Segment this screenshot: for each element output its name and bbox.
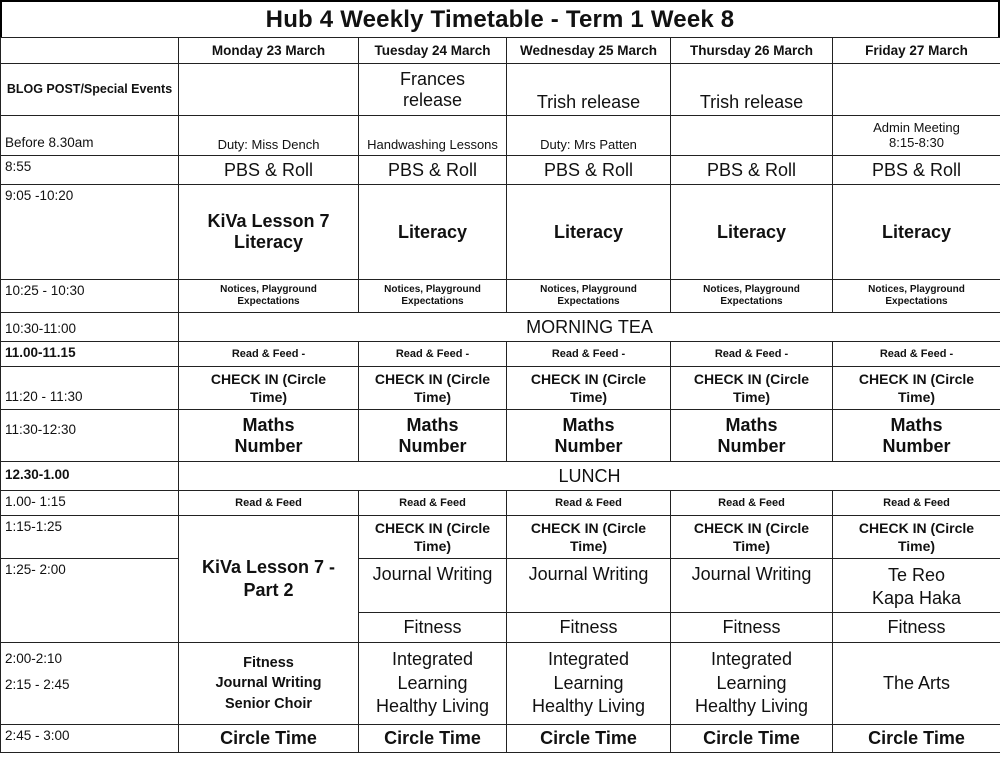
checkin-pm-tuesday-line1: CHECK IN (Circle [374,519,491,536]
maths-wednesday [507,410,671,462]
row-label-905: 9:05 -10:20 [1,185,179,280]
maths-friday [833,410,1000,462]
monday-pm-line3: Senior Choir [224,695,312,712]
integrated-wednesday-line1: Integrated [547,649,630,670]
notices-friday [833,280,1000,313]
tereo-friday [833,559,1000,613]
checkin-pm-friday-line1: CHECK IN (Circle [858,519,975,536]
before-tuesday: Handwashing Lessons [359,116,507,156]
before-wednesday: Duty: Mrs Patten [507,116,671,156]
maths-monday-line1: Maths [242,414,295,435]
checkin-pm-tuesday [359,516,507,559]
checkin-am-wednesday-line2: Time) [569,389,608,405]
integrated-wednesday-line2: Learning [553,672,624,693]
day-header-tuesday: Tuesday 24 March [359,38,507,64]
checkin-am-thursday [671,367,833,410]
checkin-pm-thursday [671,516,833,559]
readfeed-pm-tuesday: Read & Feed [359,491,507,516]
row-blog [1,64,1000,116]
literacy-monday-line2: Literacy [233,232,304,252]
checkin-am-thursday-line2: Time) [732,389,771,405]
pbs-monday: PBS & Roll [179,156,359,185]
day-header-thursday: Thursday 26 March [671,38,833,64]
checkin-pm-tuesday-line2: Time) [413,538,452,554]
day-header-monday: Monday 23 March [179,38,359,64]
row-label-1100: 11.00-11.15 [1,342,179,367]
row-label-1230: 12.30-1.00 [1,462,179,491]
checkin-am-monday-line2: Time) [249,389,288,405]
notices-monday-line1: Notices, Playground [220,284,317,295]
row-label-215: 2:15 - 2:45 [5,676,70,692]
kiva-part2-monday [179,516,359,643]
row-label-1120: 11:20 - 11:30 [1,367,179,410]
row-855 [1,156,1000,185]
notices-friday-line1: Notices, Playground [868,284,965,295]
blog-thursday: Trish release [671,64,833,116]
checkin-am-friday [833,367,1000,410]
checkin-am-tuesday-line2: Time) [413,389,452,405]
blog-monday [179,64,359,116]
row-label-100: 1.00- 1:15 [1,491,179,516]
row-label-1025: 10:25 - 10:30 [1,280,179,313]
fitness-wednesday: Fitness [507,613,671,643]
notices-monday [179,280,359,313]
blog-friday [833,64,1000,116]
morning-tea: MORNING TEA [179,313,1000,342]
integrated-tuesday-line1: Integrated [391,649,474,670]
row-905 [1,185,1000,280]
row-label-855: 8:55 [1,156,179,185]
pbs-tuesday: PBS & Roll [359,156,507,185]
header-row [1,38,1000,64]
tereo-friday-line1: Te Reo [887,565,946,585]
readfeed-am-friday: Read & Feed - [833,342,1000,367]
checkin-pm-wednesday-line1: CHECK IN (Circle [530,519,647,536]
timetable-title: Hub 4 Weekly Timetable - Term 1 Week 8 [0,0,1000,37]
row-label-1130: 11:30-12:30 [1,410,179,462]
tereo-friday-line2: Kapa Haka [871,588,962,609]
blog-tuesday-line1: Frances [399,68,466,89]
before-thursday [671,116,833,156]
fitness-tuesday: Fitness [359,613,507,643]
notices-thursday-line2: Expectations [720,296,783,307]
corner-cell [1,38,179,64]
checkin-pm-wednesday [507,516,671,559]
journal-thursday: Journal Writing [671,559,833,613]
maths-thursday [671,410,833,462]
readfeed-am-tuesday: Read & Feed - [359,342,507,367]
row-before [1,116,1000,156]
circle-friday: Circle Time [833,725,1000,753]
literacy-monday-line1: KiVa Lesson 7 [207,211,330,232]
maths-tuesday-line2: Number [398,435,467,456]
monday-pm-line2: Journal Writing [215,675,322,692]
journal-tuesday: Journal Writing [359,559,507,613]
readfeed-pm-friday: Read & Feed [833,491,1000,516]
notices-thursday-line1: Notices, Playground [703,284,800,295]
integrated-thursday [671,643,833,725]
maths-thursday-line2: Number [717,435,786,456]
integrated-wednesday-line3: Healthy Living [531,696,646,717]
integrated-thursday-line1: Integrated [710,649,793,670]
notices-wednesday-line1: Notices, Playground [540,284,637,295]
checkin-am-wednesday-line1: CHECK IN (Circle [530,370,647,387]
circle-tuesday: Circle Time [359,725,507,753]
maths-wednesday-line2: Number [554,435,623,456]
maths-tuesday [359,410,507,462]
readfeed-am-monday: Read & Feed - [179,342,359,367]
before-monday: Duty: Miss Dench [179,116,359,156]
integrated-thursday-line3: Healthy Living [694,696,809,717]
blog-tuesday-line2: release [402,89,463,110]
kiva-part2-line2: Part 2 [243,580,294,600]
integrated-tuesday-line3: Healthy Living [375,696,490,717]
row-1230 [1,462,1000,491]
checkin-pm-thursday-line2: Time) [732,538,771,554]
notices-tuesday-line1: Notices, Playground [384,284,481,295]
before-friday [833,116,1000,156]
day-header-wednesday: Wednesday 25 March [507,38,671,64]
notices-wednesday-line2: Expectations [557,296,620,307]
notices-wednesday [507,280,671,313]
timetable [0,37,1000,753]
row-label-200 [1,643,179,725]
row-label-245: 2:45 - 3:00 [1,725,179,753]
day-header-friday: Friday 27 March [833,38,1000,64]
checkin-am-tuesday-line1: CHECK IN (Circle [374,370,491,387]
checkin-pm-friday [833,516,1000,559]
fitness-thursday: Fitness [671,613,833,643]
integrated-tuesday [359,643,507,725]
checkin-am-friday-line1: CHECK IN (Circle [858,370,975,387]
readfeed-am-thursday: Read & Feed - [671,342,833,367]
row-1030 [1,313,1000,342]
readfeed-pm-wednesday: Read & Feed [507,491,671,516]
pbs-thursday: PBS & Roll [671,156,833,185]
maths-monday [179,410,359,462]
checkin-am-friday-line2: Time) [897,389,936,405]
notices-friday-line2: Expectations [885,296,948,307]
literacy-thursday: Literacy [671,185,833,280]
row-label-blog: BLOG POST/Special Events [1,64,179,116]
integrated-tuesday-line2: Learning [397,672,468,693]
checkin-am-wednesday [507,367,671,410]
row-1120 [1,367,1000,410]
row-1025 [1,280,1000,313]
row-label-125: 1:25- 2:00 [1,559,179,643]
checkin-pm-thursday-line1: CHECK IN (Circle [693,519,810,536]
pbs-friday: PBS & Roll [833,156,1000,185]
circle-wednesday: Circle Time [507,725,671,753]
pbs-wednesday: PBS & Roll [507,156,671,185]
row-115 [1,516,1000,559]
row-label-before: Before 8.30am [1,116,179,156]
journal-wednesday: Journal Writing [507,559,671,613]
row-1130 [1,410,1000,462]
row-label-1030: 10:30-11:00 [1,313,179,342]
before-friday-line1: Admin Meeting [873,119,960,135]
row-label-115: 1:15-1:25 [1,516,179,559]
literacy-friday: Literacy [833,185,1000,280]
notices-tuesday [359,280,507,313]
maths-friday-line2: Number [882,435,951,456]
circle-monday: Circle Time [179,725,359,753]
row-200 [1,643,1000,725]
integrated-thursday-line2: Learning [716,672,787,693]
notices-tuesday-line2: Expectations [401,296,464,307]
readfeed-am-wednesday: Read & Feed - [507,342,671,367]
literacy-wednesday: Literacy [507,185,671,280]
maths-monday-line2: Number [234,435,303,456]
row-245 [1,725,1000,753]
fitness-journal-choir-monday [179,643,359,725]
kiva-part2-line1: KiVa Lesson 7 - [201,556,336,577]
readfeed-pm-thursday: Read & Feed [671,491,833,516]
checkin-am-monday-line1: CHECK IN (Circle [210,370,327,387]
before-friday-line2: 8:15-8:30 [889,134,944,150]
integrated-wednesday [507,643,671,725]
readfeed-pm-monday: Read & Feed [179,491,359,516]
checkin-pm-wednesday-line2: Time) [569,538,608,554]
checkin-am-tuesday [359,367,507,410]
monday-pm-line1: Fitness [243,655,294,672]
notices-thursday [671,280,833,313]
fitness-friday: Fitness [833,613,1000,643]
row-100 [1,491,1000,516]
notices-monday-line2: Expectations [237,296,300,307]
row-label-200-a: 2:00-2:10 [5,651,63,666]
blog-tuesday [359,64,507,116]
the-arts-friday: The Arts [833,643,1000,725]
literacy-tuesday: Literacy [359,185,507,280]
checkin-am-monday [179,367,359,410]
literacy-monday [179,185,359,280]
checkin-pm-friday-line2: Time) [897,538,936,554]
lunch: LUNCH [179,462,1000,491]
blog-wednesday: Trish release [507,64,671,116]
maths-wednesday-line1: Maths [562,414,615,435]
maths-tuesday-line1: Maths [406,414,459,435]
row-1100 [1,342,1000,367]
row-125 [1,559,1000,613]
maths-thursday-line1: Maths [725,414,778,435]
maths-friday-line1: Maths [890,414,943,435]
circle-thursday: Circle Time [671,725,833,753]
checkin-am-thursday-line1: CHECK IN (Circle [693,370,810,387]
